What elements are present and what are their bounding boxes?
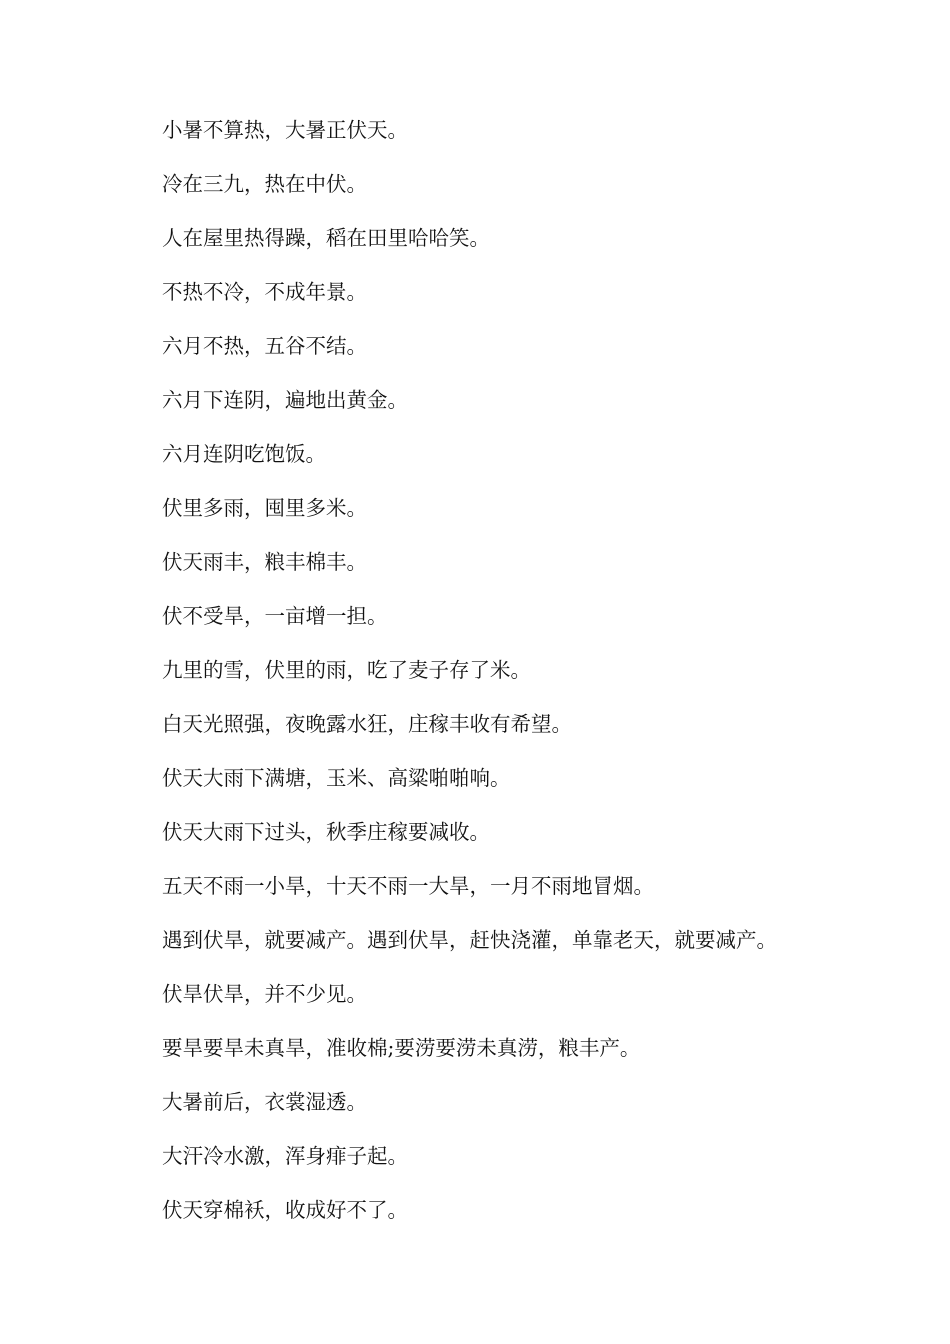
proverb-line: 白天光照强，夜晚露水狂，庄稼丰收有希望。 [162,712,572,736]
proverb-line: 九里的雪，伏里的雨，吃了麦子存了米。 [162,658,531,682]
proverb-line: 人在屋里热得躁，稻在田里哈哈笑。 [162,226,490,250]
proverb-line: 伏里多雨，囤里多米。 [162,496,367,520]
proverb-line: 小暑不算热，大暑正伏天。 [162,118,408,142]
proverb-list [162,115,922,1249]
proverb-line: 六月不热，五谷不结。 [162,334,367,358]
proverb-line: 伏不受旱，一亩增一担。 [162,604,388,628]
proverb-line: 伏天雨丰，粮丰棉丰。 [162,550,367,574]
proverb-line: 伏旱伏旱，并不少见。 [162,982,367,1006]
proverb-line: 大汗冷水激，浑身痱子起。 [162,1144,408,1168]
proverb-line: 五天不雨一小旱，十天不雨一大旱，一月不雨地冒烟。 [162,874,654,898]
proverb-line: 六月连阴吃饱饭。 [162,442,326,466]
proverb-line: 要旱要旱未真旱，准收棉;要涝要涝未真涝，粮丰产。 [162,1036,641,1060]
proverb-line: 不热不冷，不成年景。 [162,280,367,304]
proverb-line: 伏天穿棉袄，收成好不了。 [162,1198,408,1222]
proverb-line: 冷在三九，热在中伏。 [162,172,367,196]
proverb-line: 六月下连阴，遍地出黄金。 [162,388,408,412]
proverb-line: 伏天大雨下过头，秋季庄稼要减收。 [162,820,490,844]
proverb-line: 遇到伏旱，就要减产。遇到伏旱，赶快浇灌，单靠老天，就要减产。 [162,928,777,952]
proverb-line: 大暑前后，衣裳湿透。 [162,1090,367,1114]
proverb-line: 伏天大雨下满塘，玉米、高粱啪啪响。 [162,766,511,790]
